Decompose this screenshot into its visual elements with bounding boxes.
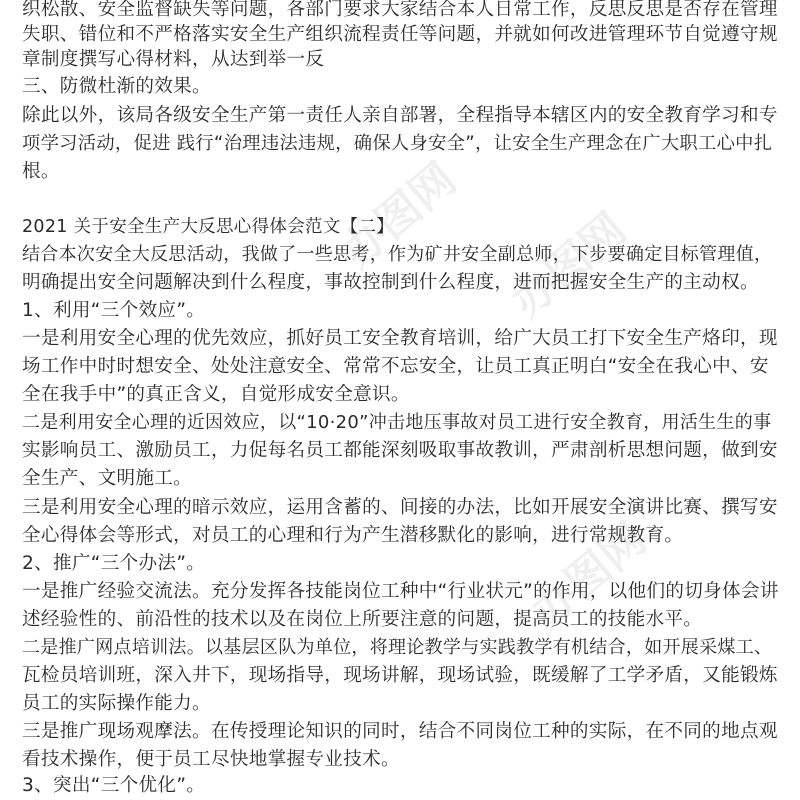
body-line: 三、防微杜渐的效果。 <box>22 76 211 97</box>
body-line: 述经验性的、前沿性的技术以及在岗位上所要注意的问题，提高员工的技能水平。 <box>22 609 703 630</box>
body-line: 员工的实际操作能力。 <box>22 693 211 714</box>
body-line: 结合本次安全大反思活动，我做了一些思考，作为矿井安全副总师，下步要确定目标管理值， <box>22 244 773 265</box>
body-line: 三是利用安全心理的暗示效应，运用含蓄的、间接的办法，比如开展安全演讲比赛、撰写安 <box>22 497 778 518</box>
body-line: 全生产、文明施工。 <box>22 468 193 489</box>
section-title: 2021 关于安全生产大反思心得体会范文【二】 <box>22 217 394 237</box>
body-line: 明确提出安全问题解决到什么程度，事故控制到什么程度，进而把握安全生产的主动权。 <box>22 272 759 293</box>
body-line: 根。 <box>22 161 60 182</box>
body-line: 全在我手中”的真正含义，自觉形成安全意识。 <box>22 384 410 405</box>
body-line: 1、利用“三个效应”。 <box>22 300 206 321</box>
body-line: 场工作中时时想安全、处处注意安全、常常不忘安全，让员工真正明白“安全在我心中、安 <box>22 356 769 377</box>
body-line: 二是利用安全心理的近因效应，以“10·20”冲击地压事故对员工进行安全教育，用活生生的事 <box>22 412 772 433</box>
watermark: 办图网 <box>331 153 466 278</box>
body-line: 全心得体会等形式，对员工的心理和行为产生潜移默化的影响，进行常规教育。 <box>22 525 684 546</box>
body-line: 章制度撰写心得材料，从达到举一反 <box>22 49 325 70</box>
body-line: 织松散、安全监督缺失等问题，各部门要求大家结合本人日常工作，反思反思是否存在管理 <box>22 0 778 20</box>
watermark: 办图网 <box>501 203 636 328</box>
body-line: 一是推广经验交流法。充分发挥各技能岗位工种中“行业状元”的作用，以他们的切身体会讲 <box>22 581 779 602</box>
body-line: 项学习活动，促进 践行“治理违法违规，确保人身安全”，让安全生产理念在广大职工心中扎 <box>22 133 773 154</box>
body-line: 三是推广现场观摩法。在传授理论知识的同时，结合不同岗位工种的实际，在不同的地点观 <box>22 721 778 742</box>
body-line: 看技术操作，便于员工尽快地掌握专业技术。 <box>22 749 400 770</box>
body-line: 失职、错位和不严格落实安全生产组织流程责任等问题，并就如何改进管理环节自觉遵守规 <box>22 24 778 45</box>
body-line: 实影响员工、激励员工，力促每名员工都能深刻吸取事故教训，严肃剖析思想问题，做到安 <box>22 440 778 461</box>
body-line: 除此以外，该局各级安全生产第一责任人亲自部署，全程指导本辖区内的安全教育学习和专 <box>22 105 778 126</box>
body-line: 一是利用安全心理的优先效应，抓好员工安全教育培训，给广大员工打下安全生产烙印，现 <box>22 328 778 349</box>
body-line: 2、推广“三个办法”。 <box>22 553 206 574</box>
body-line: 瓦检员培训班，深入井下，现场指导，现场讲解，现场试验，既缓解了工学矛盾，又能锻炼 <box>22 665 778 686</box>
body-line: 3、突出“三个优化”。 <box>22 775 206 796</box>
watermark: 办图网 <box>521 513 656 638</box>
body-line: 二是推广网点培训法。以基层区队为单位，将理论教学与实践教学有机结合，如开展采煤工、 <box>22 637 773 658</box>
